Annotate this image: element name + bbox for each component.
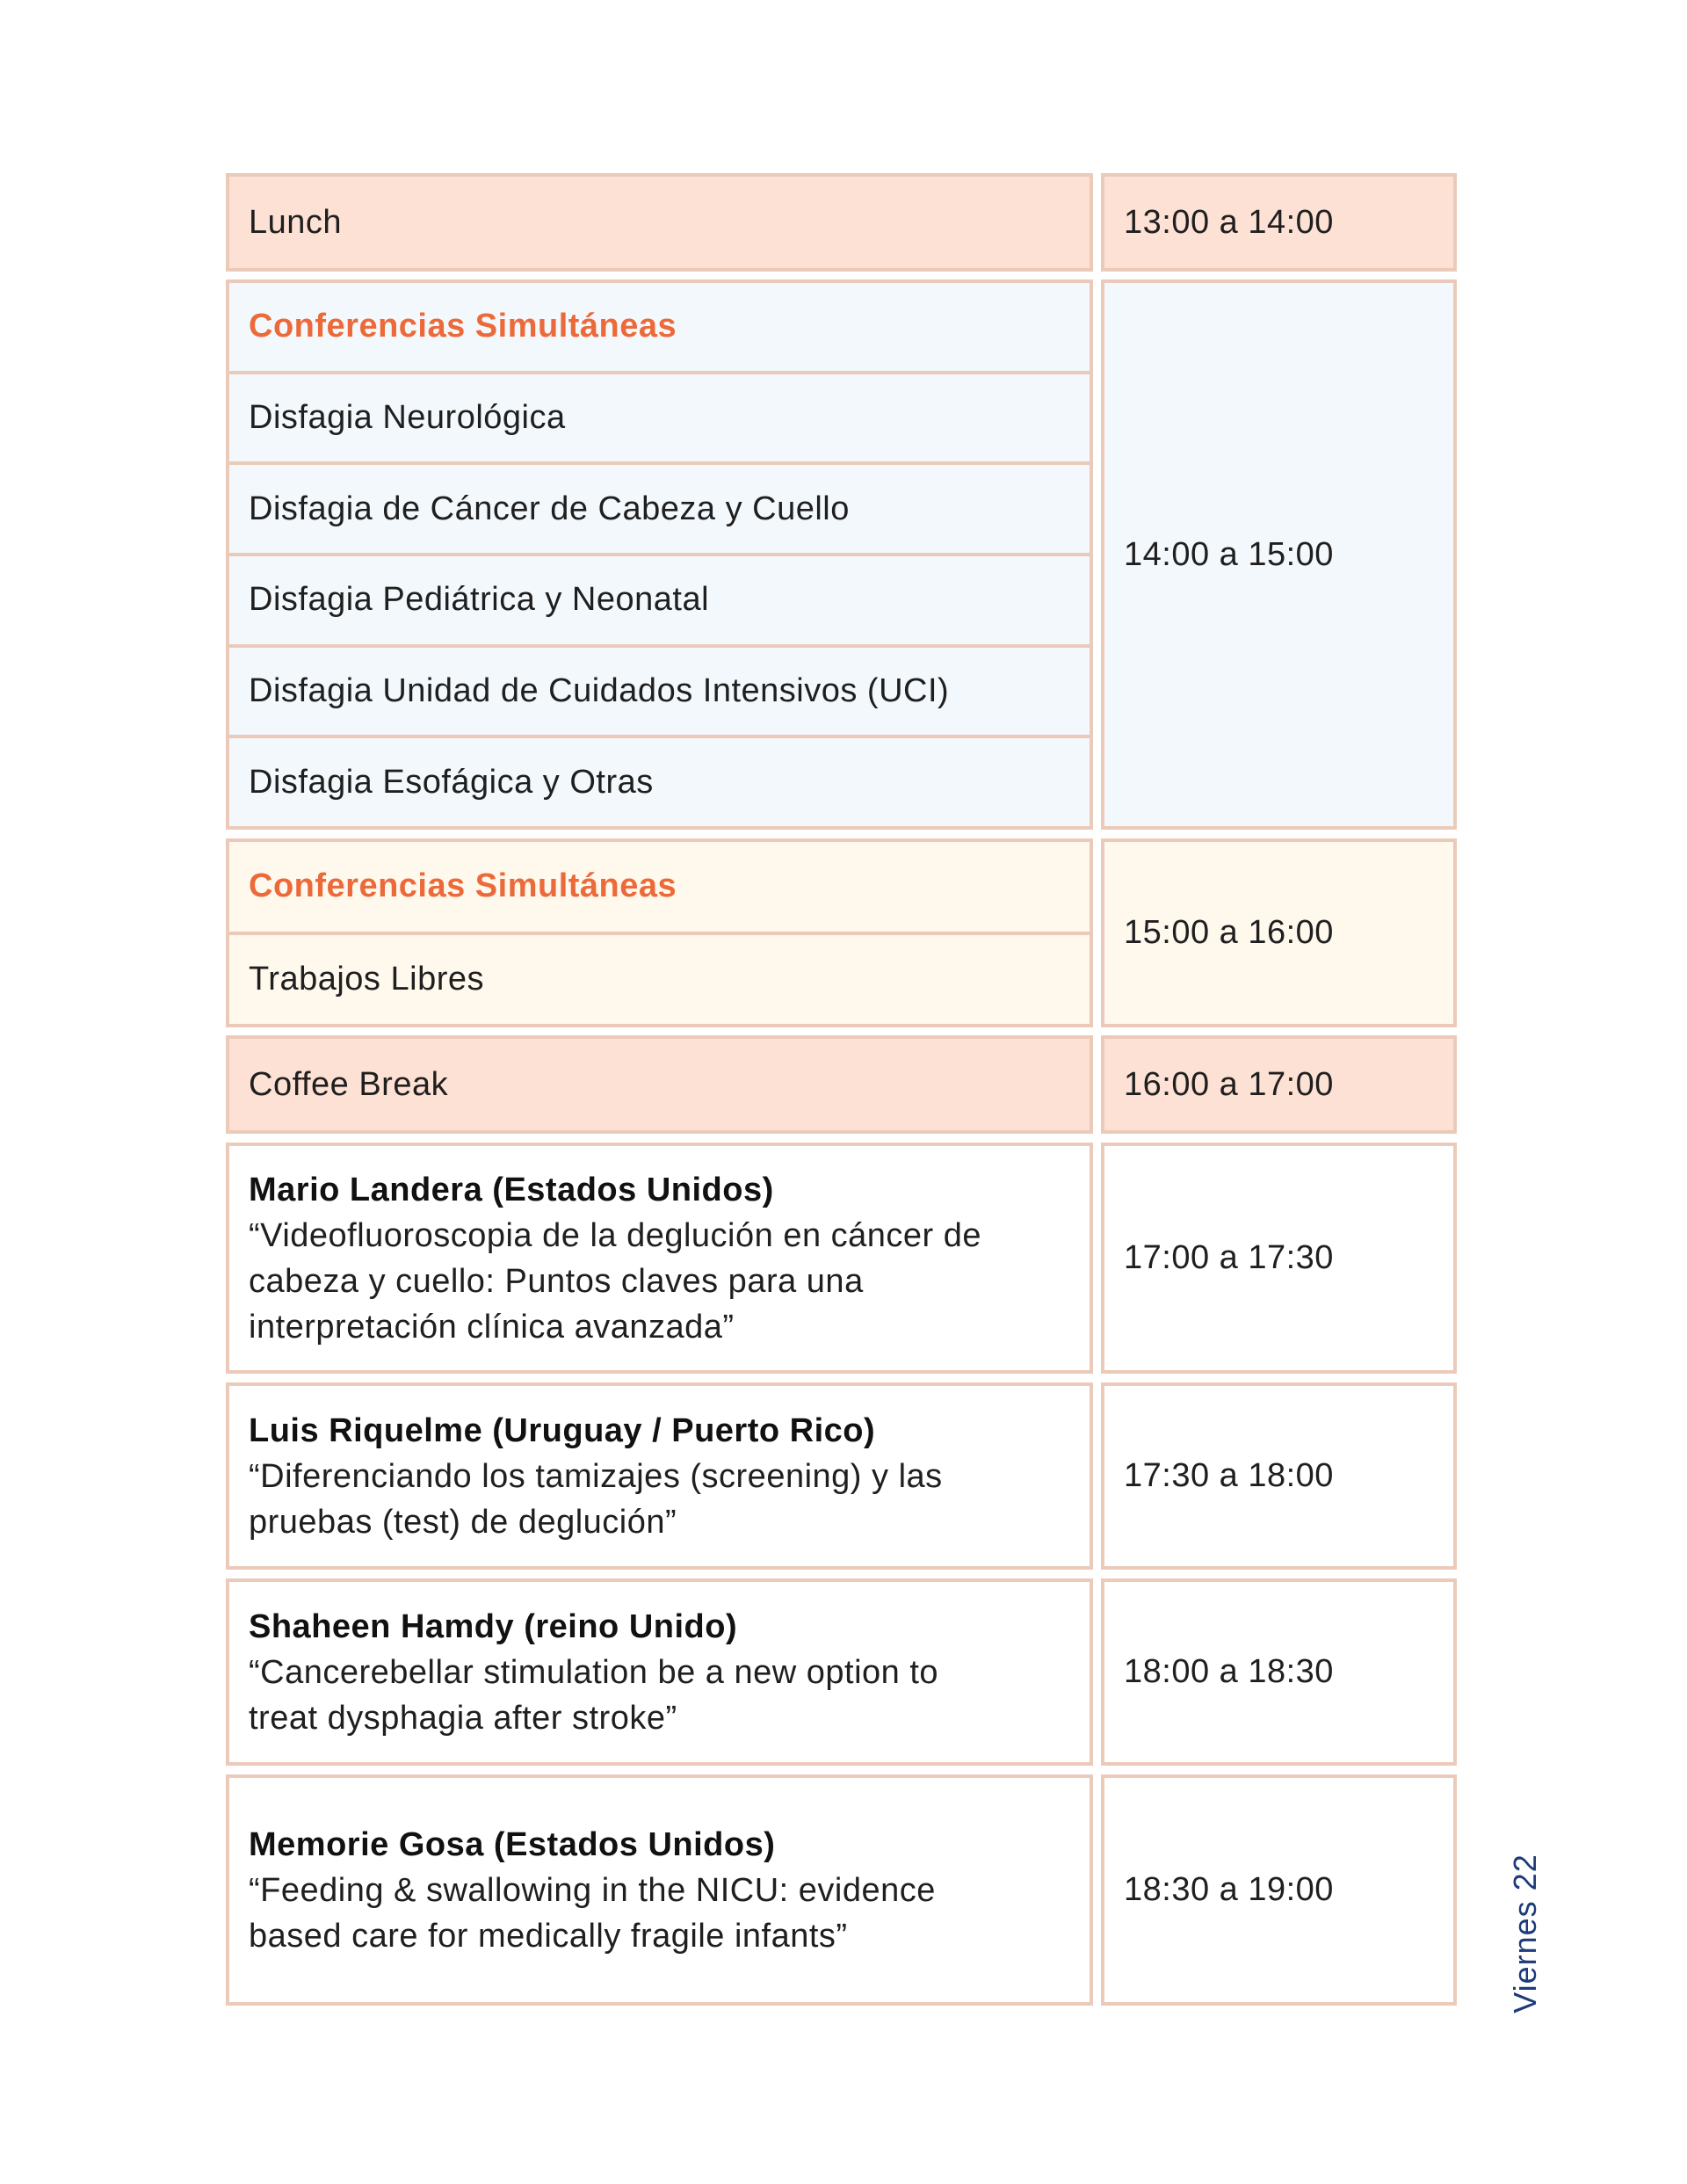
simul2-time-cell xyxy=(1101,838,1457,1027)
simul2-time: 15:00 a 16:00 xyxy=(1124,914,1334,951)
simul2-item: Trabajos Libres xyxy=(249,960,484,998)
talk-title-line: cabeza y cuello: Puntos claves para una xyxy=(249,1262,864,1300)
talk-title-line: pruebas (test) de deglución” xyxy=(249,1503,677,1541)
talk-time: 18:30 a 19:00 xyxy=(1124,1871,1334,1908)
talk-time: 17:30 a 18:00 xyxy=(1124,1457,1334,1494)
talk-time-cell xyxy=(1101,1382,1457,1570)
day-side-label xyxy=(1508,1837,1543,2030)
simul1-item: Disfagia Neurológica xyxy=(249,399,566,436)
talk-title-line: “Diferenciando los tamizajes (screening) y las xyxy=(249,1457,943,1495)
coffee-time-cell xyxy=(1101,1035,1457,1134)
talk-row xyxy=(226,1143,1093,1374)
day-side-label-text: Viernes 22 xyxy=(1507,1854,1543,2013)
simul1-block xyxy=(226,279,1093,830)
talk-title-line: “Cancerebellar stimulation be a new option to xyxy=(249,1653,939,1691)
coffee-label: Coffee Break xyxy=(249,1065,449,1103)
talk-row xyxy=(226,1774,1093,2006)
talk-time-cell xyxy=(1101,1774,1457,2006)
speaker-name: Memorie Gosa (Estados Unidos) xyxy=(249,1825,776,1863)
simul1-item: Disfagia Pediátrica y Neonatal xyxy=(249,581,710,619)
speaker-name: Luis Riquelme (Uruguay / Puerto Rico) xyxy=(249,1411,876,1449)
talk-title-line: “Videofluoroscopia de la deglución en cáncer de xyxy=(249,1216,982,1254)
lunch-time: 13:00 a 14:00 xyxy=(1124,203,1334,241)
talk-title-line: treat dysphagia after stroke” xyxy=(249,1699,677,1737)
simul2-block xyxy=(226,838,1093,1027)
talk-time-cell xyxy=(1101,1143,1457,1374)
simul1-heading: Conferencias Simultáneas xyxy=(249,308,677,345)
talk-time-cell xyxy=(1101,1578,1457,1766)
simul1-time-cell xyxy=(1101,279,1457,830)
speaker-name: Shaheen Hamdy (reino Unido) xyxy=(249,1607,738,1645)
simul1-item: Disfagia Esofágica y Otras xyxy=(249,763,654,801)
talk-time: 18:00 a 18:30 xyxy=(1124,1653,1334,1690)
lunch-row xyxy=(226,173,1093,272)
simul2-heading: Conferencias Simultáneas xyxy=(249,867,677,905)
talk-row xyxy=(226,1578,1093,1766)
talk-time: 17:00 a 17:30 xyxy=(1124,1239,1334,1276)
simul1-time: 14:00 a 15:00 xyxy=(1124,535,1334,573)
simul1-item: Disfagia de Cáncer de Cabeza y Cuello xyxy=(249,490,850,527)
talk-title-line: “Feeding & swallowing in the NICU: evidence xyxy=(249,1871,936,1909)
talk-row xyxy=(226,1382,1093,1570)
lunch-time-cell xyxy=(1101,173,1457,272)
simul1-item: Disfagia Unidad de Cuidados Intensivos (UCI) xyxy=(249,672,950,710)
coffee-time: 16:00 a 17:00 xyxy=(1124,1065,1334,1103)
talk-title-line: interpretación clínica avanzada” xyxy=(249,1308,735,1346)
lunch-label: Lunch xyxy=(249,203,343,241)
speaker-name: Mario Landera (Estados Unidos) xyxy=(249,1171,774,1208)
talk-title-line: based care for medically fragile infants” xyxy=(249,1917,848,1955)
coffee-row xyxy=(226,1035,1093,1134)
